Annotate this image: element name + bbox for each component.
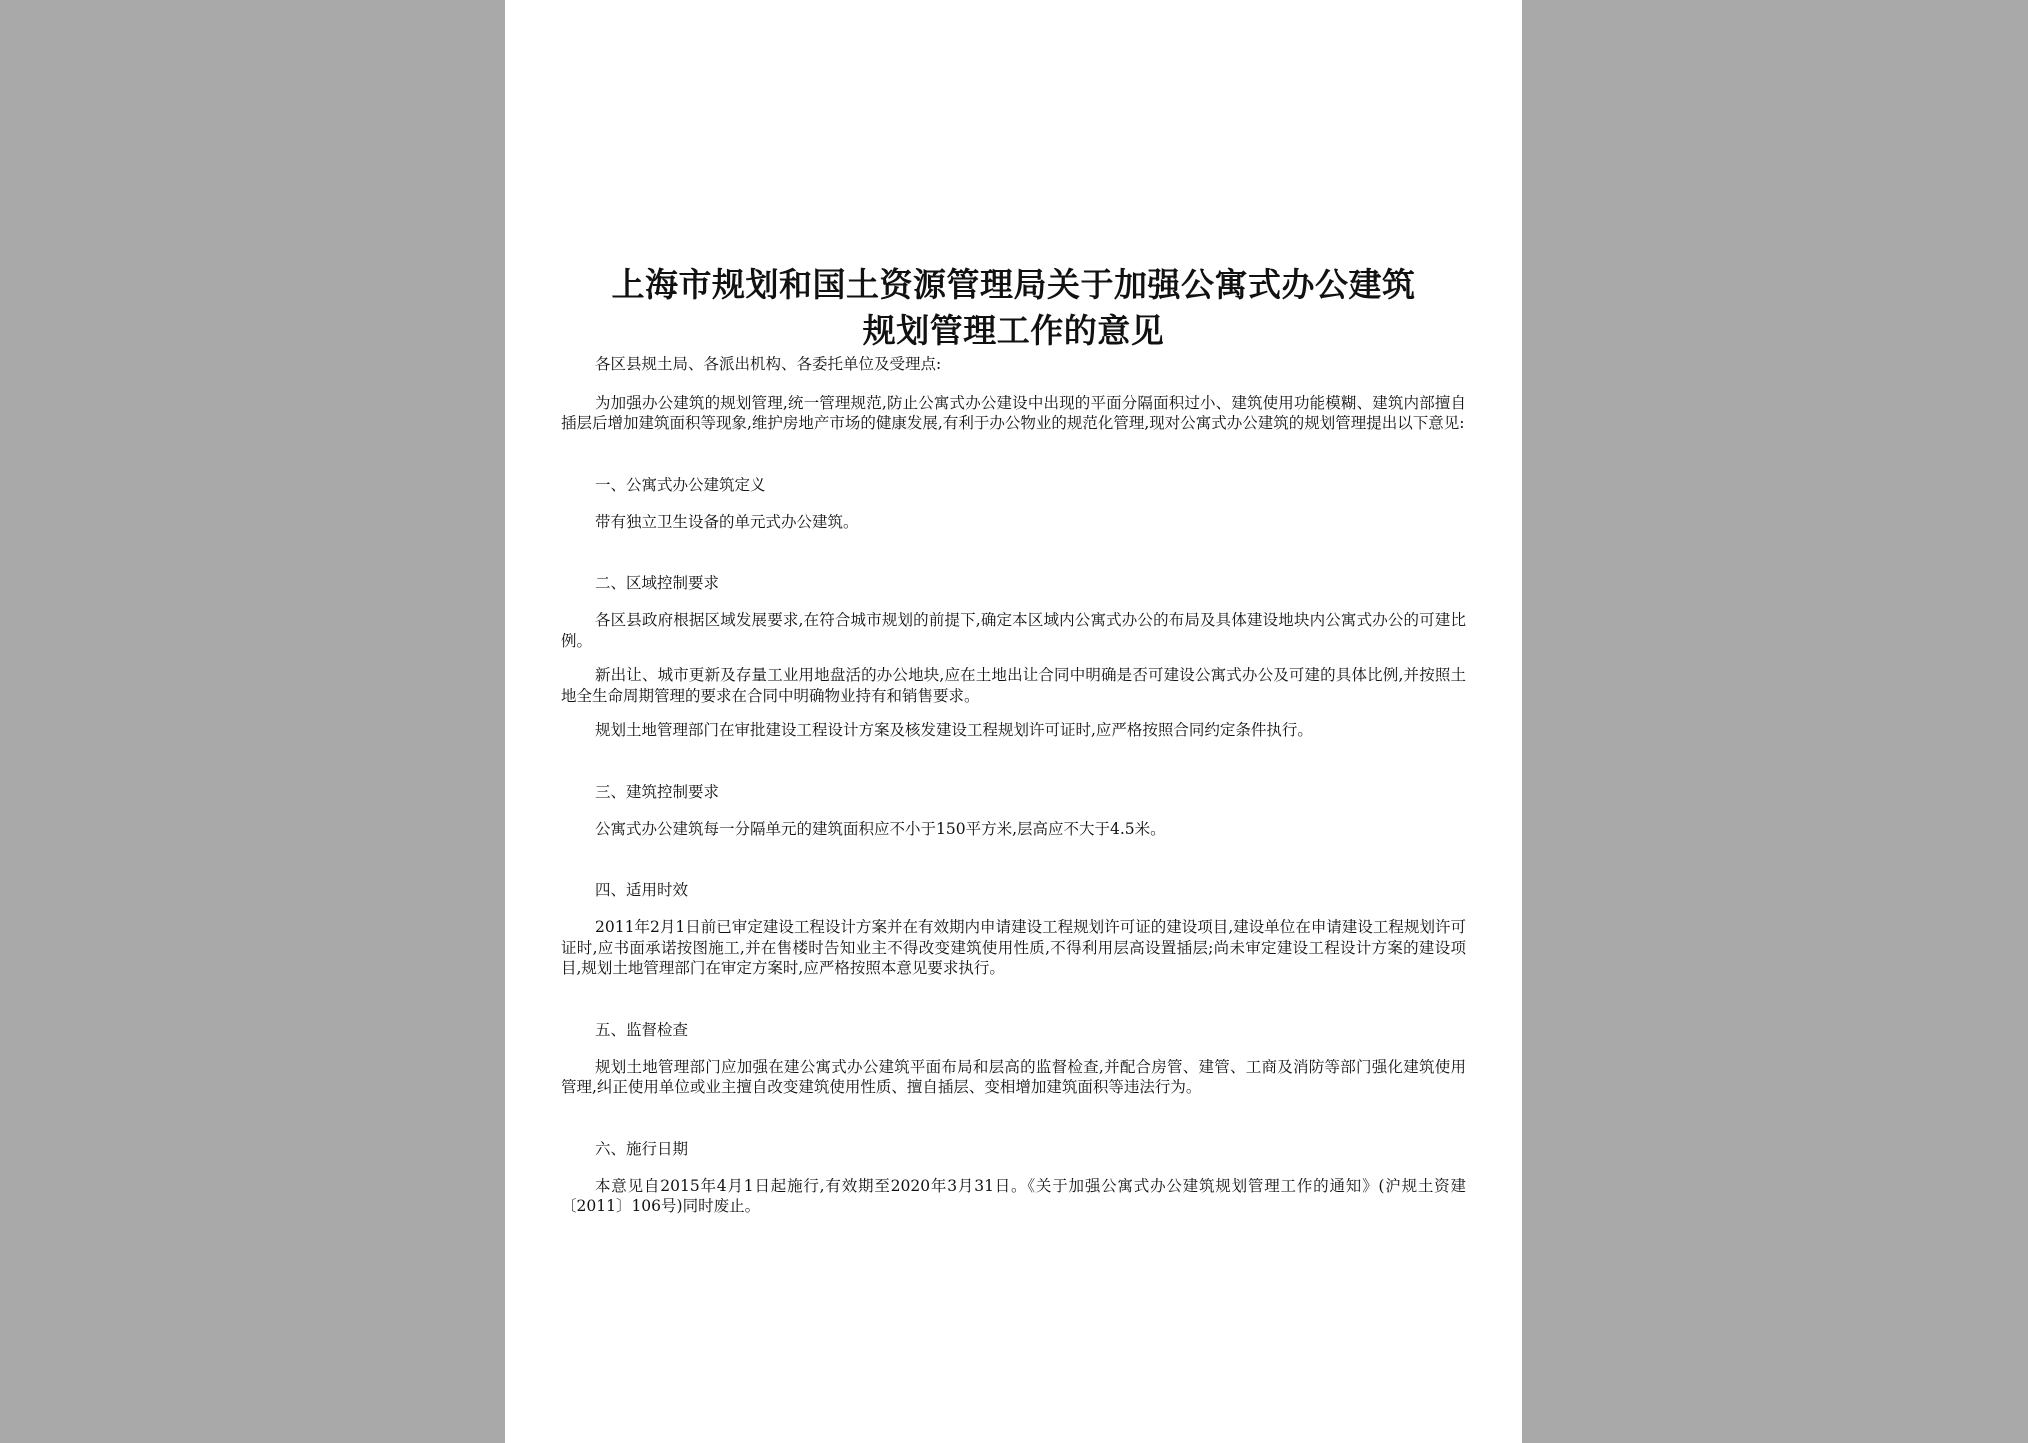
document-title <box>561 262 1466 354</box>
section-1-paragraph-1: 带有独立卫生设备的单元式办公建筑。 <box>595 512 859 531</box>
title-line-2: 规划管理工作的意见 <box>862 311 1165 350</box>
document-content <box>561 262 1466 1217</box>
section-5-paragraph-1: 规划土地管理部门应加强在建公寓式办公建筑平面布局和层高的监督检查,并配合房管、建管、工商及消防等部门强化建筑使用管理,纠正使用单位或业主擅自改变建筑使用性质、擅自插层、变相增加建筑面积等违法行为。 <box>561 1057 1466 1096</box>
section-2-paragraph-1: 各区县政府根据区域发展要求,在符合城市规划的前提下,确定本区域内公寓式办公的布局及具体建设地块内公寓式办公的可建比例。 <box>561 611 1466 650</box>
section-2-paragraph-2: 新出让、城市更新及存量工业用地盘活的办公地块,应在土地出让合同中明确是否可建设公寓式办公及可建的具体比例,并按照土地全生命周期管理的要求在合同中明确物业持有和销售要求。 <box>561 666 1466 705</box>
section-heading-5: 五、监督检查 <box>595 1020 689 1039</box>
section-3-paragraph-1: 公寓式办公建筑每一分隔单元的建筑面积应不小于150平方米,层高应不大于4.5米。 <box>595 819 1166 838</box>
section-heading-3: 三、建筑控制要求 <box>595 782 720 801</box>
section-2-paragraph-3: 规划土地管理部门在审批建设工程设计方案及核发建设工程规划许可证时,应严格按照合同约定条件执行。 <box>595 721 1313 739</box>
section-heading-4: 四、适用时效 <box>595 881 689 899</box>
addressee: 各区县规土局、各派出机构、各委托单位及受理点: <box>595 355 942 373</box>
section-heading-6: 六、施行日期 <box>595 1139 689 1158</box>
section-heading-1: 一、公寓式办公建筑定义 <box>595 475 766 494</box>
section-6-paragraph-1: 本意见自2015年4月1日起施行,有效期至2020年3月31日。《关于加强公寓式办公建筑规划管理工作的通知》(沪规土资建〔2011〕106号)同时废止。 <box>561 1176 1466 1215</box>
title-line-1: 上海市规划和国土资源管理局关于加强公寓式办公建筑 <box>611 265 1416 304</box>
section-heading-2: 二、区域控制要求 <box>595 574 720 592</box>
intro-paragraph: 为加强办公建筑的规划管理,统一管理规范,防止公寓式办公建设中出现的平面分隔面积过小、建筑使用功能模糊、建筑内部擅自插层后增加建筑面积等现象,维护房地产市场的健康发展,有利于办公物业的规范化管理,现对公寓式办公建筑的规划管理提出以下意见: <box>561 393 1466 432</box>
section-4-paragraph-1: 2011年2月1日前已审定建设工程设计方案并在有效期内申请建设工程规划许可证的建设项目,建设单位在申请建设工程规划许可证时,应书面承诺按图施工,并在售楼时告知业主不得改变建筑使用性质,不得利用层高设置插层;尚未审定建设工程设计方案的建设项目,规划土地管理部门在审定方案时,应严格按照本意见要求执行。 <box>561 918 1466 977</box>
document-page <box>505 0 1522 1443</box>
